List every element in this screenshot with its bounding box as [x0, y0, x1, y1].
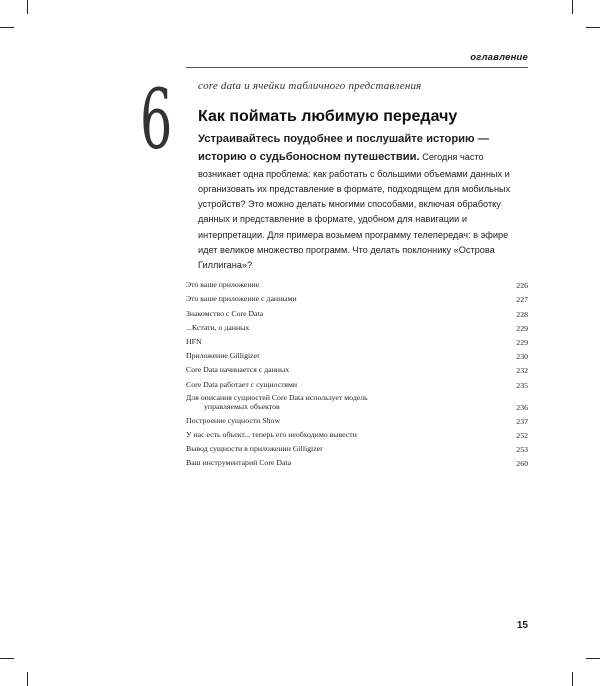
- toc-entry[interactable]: [186, 390, 528, 412]
- toc-title: У нас есть объект... теперь его необходимо вывести: [186, 429, 357, 439]
- toc-title: Вывод сущности в приложении Gilligizer: [186, 444, 323, 454]
- crop-mark: [27, 0, 28, 14]
- toc-title: Знакомство с Core Data: [186, 308, 264, 318]
- toc-page: 228: [516, 309, 528, 319]
- chapter-title: Как поймать любимую передачу: [198, 108, 458, 125]
- toc-entry[interactable]: [186, 440, 528, 454]
- toc-title: ...Кстати, о данных: [186, 322, 250, 332]
- toc-entry[interactable]: [186, 276, 528, 290]
- crop-mark: [572, 672, 573, 686]
- toc-page: 229: [516, 323, 528, 333]
- toc-entry[interactable]: [186, 361, 528, 375]
- toc-title: Это ваше приложение: [186, 280, 260, 290]
- toc-title: Ваш инструментарий Core Data: [186, 458, 292, 468]
- crop-mark: [0, 27, 14, 28]
- toc-page: 237: [516, 416, 528, 426]
- header-rule: [186, 67, 528, 68]
- table-of-contents: [186, 276, 528, 468]
- toc-page: 235: [516, 380, 528, 390]
- toc-title: HFN: [186, 336, 202, 346]
- toc-page: 260: [516, 459, 528, 469]
- crop-mark: [27, 672, 28, 686]
- crop-mark: [586, 27, 600, 28]
- toc-title: Core Data начинается с данных: [186, 365, 290, 375]
- toc-entry[interactable]: [186, 319, 528, 333]
- toc-title: Core Data работает с сущностями: [186, 379, 298, 389]
- toc-entry[interactable]: [186, 426, 528, 440]
- toc-entry[interactable]: [186, 347, 528, 361]
- toc-entry[interactable]: [186, 290, 528, 304]
- toc-page: 229: [516, 337, 528, 347]
- chapter-intro: [198, 130, 528, 273]
- running-header: оглавление: [470, 52, 528, 63]
- toc-title: Приложение Gilligizer: [186, 351, 260, 361]
- intro-body: Сегодня часто возникает одна проблема: как работать с большими объемами данных и организовать их представление в формате, подходящем для мобильных устройств? Это можно делать многими способами, включая обработку данных и представление в формате, удобном для навигации и интерпретации. Для примера возьмем программу телепередач: в эфире идет великое множество программ. Что делать поклоннику «Острова Гиллигана»?: [198, 152, 511, 270]
- page-number: 15: [516, 620, 528, 631]
- toc-title: Построение сущности Show: [186, 415, 281, 425]
- toc-entry[interactable]: [186, 454, 528, 468]
- crop-mark: [572, 0, 573, 14]
- toc-page: 226: [516, 281, 528, 291]
- toc-entry[interactable]: [186, 375, 528, 389]
- toc-title-line: Для описания сущностей Core Data использует модель: [186, 392, 368, 402]
- intro-lead: Устраивайтесь поудобнее и послушайте историю — историю о судьбоносном путешествии.: [198, 133, 489, 164]
- toc-entry[interactable]: [186, 412, 528, 426]
- chapter-subtitle: core data и ячейки табличного представления: [198, 80, 422, 92]
- chapter-number: 6: [140, 73, 173, 168]
- toc-page: 227: [516, 295, 528, 305]
- toc-entry[interactable]: [186, 333, 528, 347]
- toc-title-line: управляемых объектов: [204, 401, 280, 411]
- toc-page: 252: [516, 430, 528, 440]
- toc-page: 236: [516, 402, 528, 412]
- toc-page: 232: [516, 366, 528, 376]
- toc-page: 253: [516, 445, 528, 455]
- crop-mark: [0, 658, 14, 659]
- toc-page: 230: [516, 352, 528, 362]
- toc-entry[interactable]: [186, 304, 528, 318]
- toc-title: [186, 394, 368, 412]
- crop-mark: [586, 658, 600, 659]
- toc-title: Это ваше приложение с данными: [186, 294, 297, 304]
